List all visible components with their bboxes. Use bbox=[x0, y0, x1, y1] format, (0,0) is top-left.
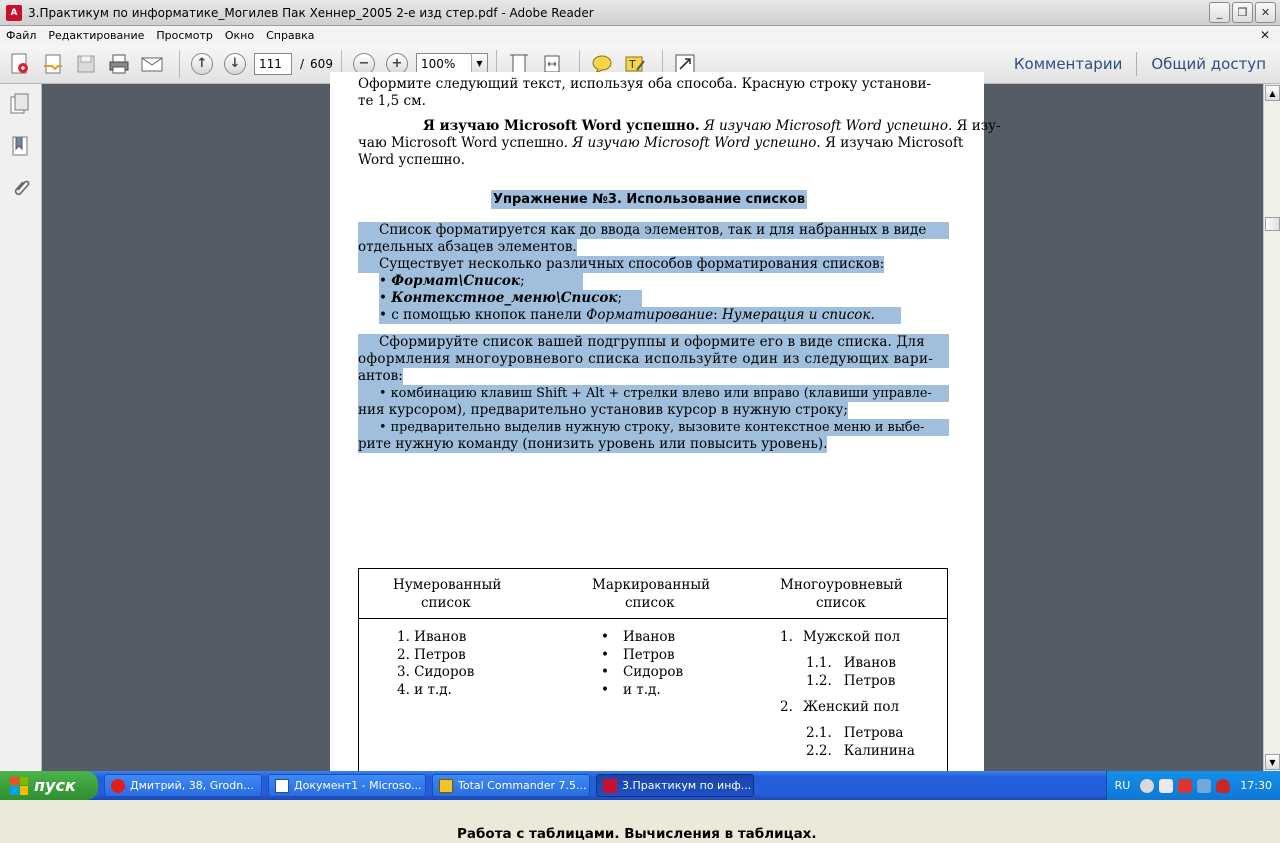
page-total: 609 bbox=[310, 56, 333, 71]
vertical-scrollbar[interactable] bbox=[1263, 84, 1280, 771]
windows-logo-icon bbox=[10, 777, 28, 795]
toolbar-right bbox=[1000, 44, 1280, 83]
create-pdf-icon[interactable] bbox=[6, 50, 34, 78]
bookmarks-panel-icon[interactable] bbox=[9, 134, 31, 158]
chevron-down-icon[interactable]: ▼ bbox=[471, 54, 487, 74]
doc-paragraph-line bbox=[358, 385, 949, 402]
sample-bold: Я изучаю Microsoft Word успешно. bbox=[423, 118, 700, 134]
bullet-text: и т.д. bbox=[622, 682, 661, 698]
antivirus-icon[interactable] bbox=[1178, 779, 1192, 793]
navigation-pane bbox=[0, 84, 42, 771]
open-file-icon[interactable] bbox=[39, 50, 67, 78]
bullet-text: Петров bbox=[622, 647, 675, 663]
minimize-button[interactable]: _ bbox=[1209, 2, 1230, 23]
item-text: Петрова bbox=[843, 725, 904, 741]
bullet-text: ; bbox=[520, 273, 525, 289]
pages-panel-icon[interactable] bbox=[9, 92, 31, 116]
doc-sample-line-3: Word успешно. bbox=[358, 152, 465, 168]
item-number: 1.1. bbox=[806, 655, 832, 671]
bullet-text: : bbox=[713, 307, 722, 323]
doc-line: те 1,5 см. bbox=[358, 93, 426, 109]
list-bullet-1 bbox=[379, 273, 583, 290]
menu-window[interactable]: Окно bbox=[224, 28, 255, 42]
item-number: 2.2. bbox=[806, 743, 832, 759]
doc-paragraph-line: Сформируйте список вашей подгруппы и оформите его в виде списка. Для bbox=[358, 334, 949, 351]
numbered-item: 4. и т.д. bbox=[397, 682, 452, 698]
opera-icon bbox=[111, 779, 125, 793]
adobe-reader-icon: A bbox=[6, 5, 22, 21]
bullet-text: Нумерация и список bbox=[721, 307, 871, 323]
bullet-text: Иванов bbox=[622, 629, 676, 645]
lists-table bbox=[358, 568, 948, 779]
bulleted-item bbox=[601, 629, 675, 646]
bullet-marker: • bbox=[379, 386, 387, 401]
item-number: 1.2. bbox=[806, 673, 832, 689]
bullet-marker: • bbox=[601, 664, 609, 680]
item-text: Женский пол bbox=[802, 699, 900, 715]
bullet-text: предварительно выделив нужную строку, вызовите контекстное меню и выбе- bbox=[390, 420, 925, 435]
menu-help[interactable]: Справка bbox=[266, 28, 315, 42]
taskbar-item-total-commander[interactable] bbox=[432, 774, 590, 797]
bullet-marker: • bbox=[379, 290, 387, 306]
header-multilevel: список bbox=[816, 595, 866, 611]
email-icon[interactable] bbox=[138, 50, 166, 78]
sample-plain: Я изучаю Microsoft bbox=[820, 135, 964, 151]
doc-sample-line-2 bbox=[358, 135, 963, 152]
item-text: Иванов bbox=[843, 655, 896, 671]
share-button[interactable]: Общий доступ bbox=[1151, 54, 1266, 73]
system-tray bbox=[1106, 771, 1280, 800]
menu-view[interactable]: Просмотр bbox=[156, 28, 213, 42]
bullet-text: Контекстное_меню\Список bbox=[391, 290, 618, 306]
pdf-page bbox=[330, 72, 1001, 842]
bulleted-item bbox=[601, 682, 661, 699]
menu-file[interactable]: Файл bbox=[6, 28, 37, 42]
bullet-text: с помощью кнопок панели bbox=[391, 307, 587, 323]
multilevel-item bbox=[780, 699, 899, 716]
task-label: Дмитрий, 38, Grodn... bbox=[130, 779, 254, 792]
doc-paragraph-line: Существует несколько различных способов форматирования списков: bbox=[358, 256, 884, 273]
scroll-down-icon[interactable]: ▼ bbox=[1265, 754, 1280, 770]
doc-paragraph-line: антов: bbox=[358, 368, 403, 384]
clock: 17:30 bbox=[1240, 779, 1272, 792]
exercise-title: Упражнение №3. Использование списков bbox=[493, 192, 806, 207]
menu-edit[interactable]: Редактирование bbox=[48, 28, 145, 42]
multilevel-item bbox=[806, 655, 896, 672]
close-button[interactable]: ✕ bbox=[1255, 2, 1276, 23]
arrow-down-icon: ↓ bbox=[224, 53, 246, 75]
total-commander-icon bbox=[439, 779, 453, 793]
previous-page-button[interactable] bbox=[188, 50, 216, 78]
plus-icon: + bbox=[386, 53, 408, 75]
doc-paragraph-line bbox=[358, 419, 949, 436]
page-separator: / bbox=[300, 56, 305, 71]
word-icon bbox=[275, 779, 289, 793]
doc-paragraph-line: Список форматируется как до ввода элементов, так и для набранных в виде bbox=[358, 222, 949, 239]
comments-button[interactable]: Комментарии bbox=[1013, 54, 1123, 73]
item-number: 2.1. bbox=[806, 725, 832, 741]
bulleted-item bbox=[601, 664, 683, 681]
item-number: 1. bbox=[780, 629, 793, 645]
bullet-marker: • bbox=[379, 273, 387, 289]
list-bullet-3 bbox=[379, 307, 901, 324]
scroll-thumb[interactable] bbox=[1265, 217, 1280, 231]
multilevel-item bbox=[806, 673, 895, 690]
task-label: Total Commander 7.5... bbox=[458, 779, 587, 792]
print-icon[interactable] bbox=[105, 50, 133, 78]
header-numbered: Нумерованный bbox=[393, 577, 502, 593]
svg-text:T: T bbox=[628, 57, 636, 71]
language-indicator[interactable]: RU bbox=[1114, 779, 1131, 792]
page-number-input[interactable] bbox=[254, 53, 292, 75]
doc-paragraph-line: рите нужную команду (понизить уровень или повысить уровень). bbox=[358, 436, 828, 452]
bullet-marker: • bbox=[379, 420, 387, 435]
doc-paragraph-line: оформления многоуровневого списка используйте один из следующих вари- bbox=[358, 351, 949, 368]
item-text: Петров bbox=[843, 673, 896, 689]
sample-plain: Я изу- bbox=[952, 118, 1001, 134]
start-button[interactable] bbox=[0, 771, 98, 800]
numbered-item: 3. Сидоров bbox=[397, 664, 475, 680]
next-page-button[interactable] bbox=[221, 50, 249, 78]
bullet-marker: • bbox=[601, 629, 609, 645]
bullet-text: Формат\Список bbox=[391, 273, 521, 289]
connection-icon[interactable] bbox=[1197, 779, 1211, 793]
multilevel-item bbox=[806, 743, 915, 760]
taskbar-item-opera[interactable] bbox=[104, 774, 262, 797]
header-bulleted: список bbox=[625, 595, 675, 611]
sample-italic: Я изучаю Microsoft Word успешно. bbox=[568, 135, 821, 151]
menu-bar bbox=[0, 26, 1280, 44]
menu-close-document-icon[interactable]: ✕ bbox=[1259, 28, 1270, 42]
window-title: 3.Практикум по информатике_Могилев Пак Хеннер_2005 2-е изд стер.pdf - Adobe Reader bbox=[28, 5, 594, 20]
bulleted-item bbox=[601, 647, 675, 664]
multilevel-item bbox=[806, 725, 903, 742]
arrow-up-icon: ↑ bbox=[191, 53, 213, 75]
bullet-marker: • bbox=[601, 682, 609, 698]
numbered-item: 2. Петров bbox=[397, 647, 466, 663]
maximize-button[interactable]: ❐ bbox=[1232, 2, 1253, 23]
start-label: пуск bbox=[34, 776, 76, 795]
toolbar-separator bbox=[179, 50, 180, 78]
tray-arrow-icon[interactable] bbox=[1140, 779, 1154, 793]
bullet-text: Форматирование bbox=[586, 307, 714, 323]
network-icon[interactable] bbox=[1159, 779, 1173, 793]
multilevel-item bbox=[780, 629, 900, 646]
doc-paragraph-line: отдельных абзацев элементов. bbox=[358, 239, 577, 255]
bullet-marker: • bbox=[379, 307, 387, 323]
security-shield-icon[interactable] bbox=[1216, 779, 1230, 793]
bullet-marker: • bbox=[601, 647, 609, 663]
header-multilevel: Многоуровневый bbox=[780, 577, 903, 593]
section-title: Работа с таблицами. Вычисления в таблицах. bbox=[457, 826, 817, 842]
item-number: 2. bbox=[780, 699, 793, 715]
save-icon[interactable] bbox=[72, 50, 100, 78]
item-text: Калинина bbox=[843, 743, 915, 759]
doc-line: Оформите следующий текст, используя оба способа. Красную строку установи- bbox=[358, 76, 932, 92]
bullet-text: комбинацию клавиш Shift + Alt + стрелки влево или вправо (клавиши управле- bbox=[390, 386, 932, 401]
sample-italic: Я изучаю Microsoft Word успешно. bbox=[699, 118, 953, 134]
task-label: 3.Практикум по инф... bbox=[622, 779, 752, 792]
table-header bbox=[359, 569, 947, 619]
minus-icon: − bbox=[353, 53, 375, 75]
doc-sample-line-1 bbox=[423, 118, 1001, 135]
adobe-reader-icon bbox=[603, 779, 617, 793]
title-bar bbox=[0, 0, 1280, 26]
scroll-up-icon[interactable]: ▲ bbox=[1265, 85, 1280, 101]
bullet-text: Сидоров bbox=[622, 664, 684, 680]
bullet-text: . bbox=[870, 307, 875, 323]
numbered-item: 1. Иванов bbox=[397, 629, 467, 645]
bullet-text: ; bbox=[617, 290, 623, 306]
header-bulleted: Маркированный bbox=[592, 577, 711, 593]
item-text: Мужской пол bbox=[802, 629, 901, 645]
sample-plain: чаю Microsoft Word успешно. bbox=[358, 135, 569, 151]
taskbar bbox=[0, 771, 1280, 800]
list-bullet-2 bbox=[379, 290, 642, 307]
header-numbered: список bbox=[421, 595, 471, 611]
doc-paragraph-line: ния курсором), предварительно установив курсор в нужную строку; bbox=[358, 402, 848, 418]
attachments-panel-icon[interactable] bbox=[9, 176, 31, 200]
taskbar-item-word[interactable] bbox=[268, 774, 426, 797]
taskbar-item-adobe-reader[interactable] bbox=[596, 774, 754, 797]
zoom-value: 100% bbox=[420, 56, 456, 71]
task-label: Документ1 - Microso... bbox=[294, 779, 422, 792]
